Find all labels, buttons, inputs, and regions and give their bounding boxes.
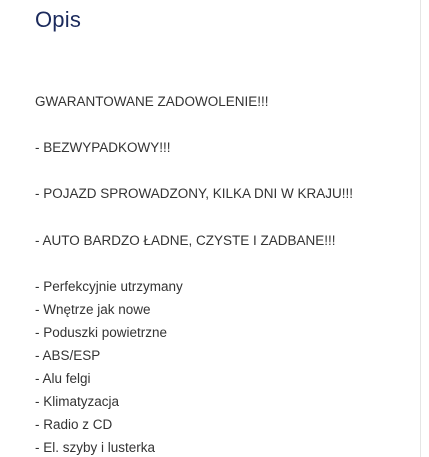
paragraph-spacer: [35, 159, 415, 182]
description-headline: GWARANTOWANE ZADOWOLENIE!!!: [35, 94, 269, 109]
feature-item: - Radio z CD: [35, 417, 113, 433]
paragraph-spacer: [35, 113, 415, 136]
description-text: [35, 90, 415, 457]
paragraph-spacer: [35, 205, 415, 228]
feature-item: - ABS/ESP: [35, 348, 101, 364]
feature-item: - Perfekcyjnie utrzymany: [35, 278, 183, 294]
highlight-line: - BEZWYPADKOWY!!!: [35, 140, 171, 156]
highlight-line: - POJAZD SPROWADZONY, KILKA DNI W KRAJU!!!: [35, 186, 354, 202]
paragraph-spacer: [35, 252, 415, 275]
feature-item: - Wnętrze jak nowe: [35, 301, 151, 317]
feature-item: - Klimatyzacja: [35, 394, 120, 410]
panel-border: [420, 0, 421, 457]
feature-item: - El. szyby i lusterka: [35, 440, 156, 456]
feature-item: - Alu felgi: [35, 371, 91, 387]
section-title: Opis: [35, 7, 82, 32]
highlight-line: - AUTO BARDZO ŁADNE, CZYSTE I ZADBANE!!!: [35, 232, 336, 248]
feature-item: - Poduszki powietrzne: [35, 324, 168, 340]
